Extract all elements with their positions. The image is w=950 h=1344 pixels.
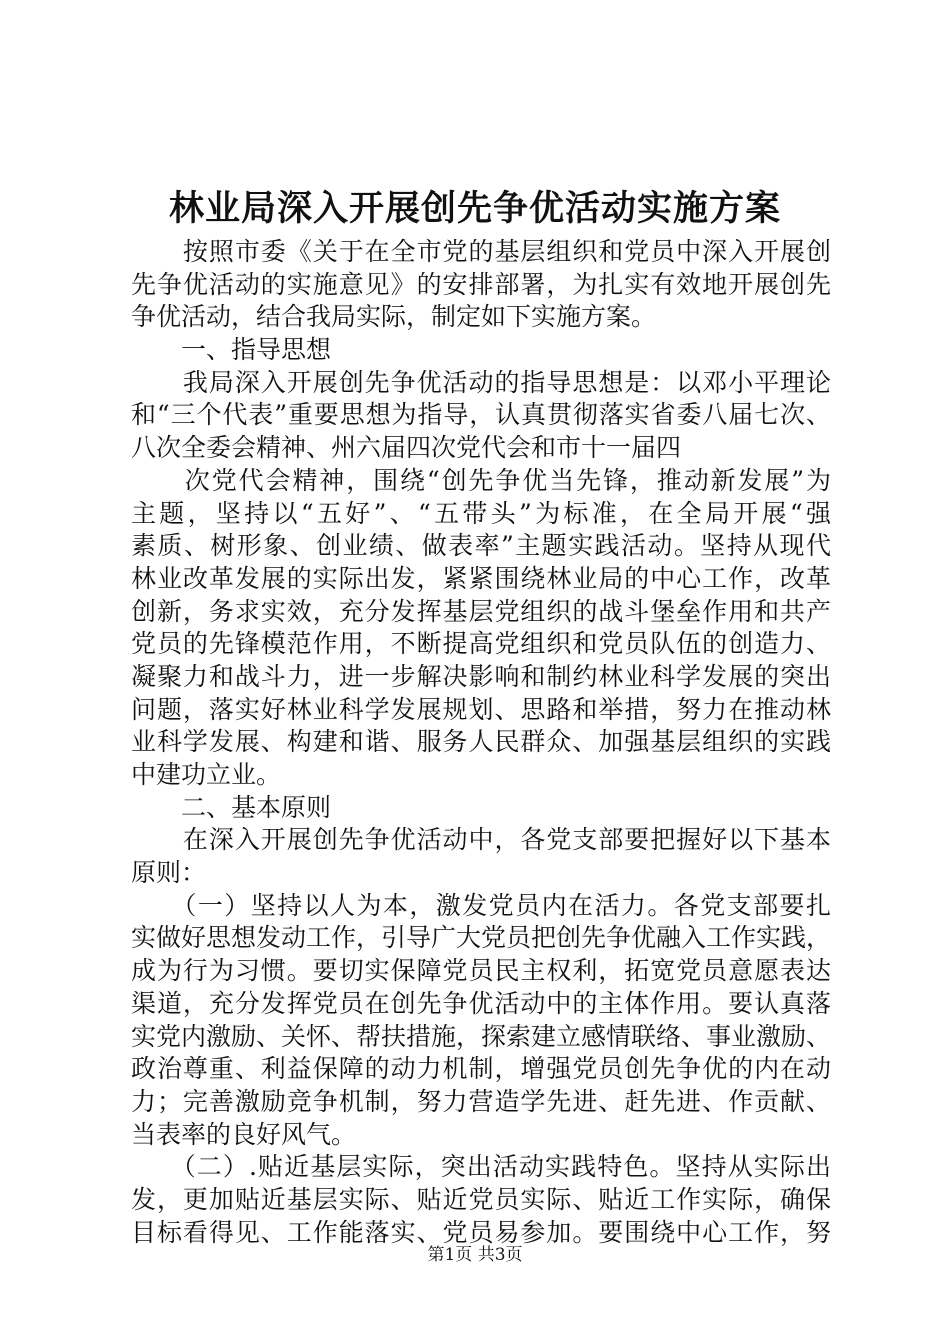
text-line: （一）坚持以人为本，激发党员内在活力。各党支部要扎 bbox=[131, 890, 831, 920]
text-line: 二、基本原则 bbox=[131, 792, 332, 822]
text-line: 目标看得见、工作能落实、党员易参加。要围绕中心工作，努 bbox=[131, 1217, 831, 1247]
text-line: 实党内激励、关怀、帮扶措施，探索建立感情联络、事业激励、 bbox=[131, 1021, 832, 1051]
text-line: 素质、树形象、创业绩、做表率”主题实践活动。坚持从现代 bbox=[131, 531, 831, 561]
document-body bbox=[131, 236, 831, 1249]
text-line: 主题，坚持以“五好”、“五带头”为标准，在全局开展“强 bbox=[131, 498, 831, 528]
text-line: 争优活动，结合我局实际，制定如下实施方案。 bbox=[131, 302, 657, 332]
text-line: 原则： bbox=[131, 858, 207, 888]
text-line: 和“三个代表”重要思想为指导，认真贯彻落实省委八届七次、 bbox=[131, 400, 831, 430]
text-line: 政治尊重、利益保障的动力机制，增强党员创先争优的内在动 bbox=[131, 1054, 831, 1084]
text-line: 问题，落实好林业科学发展规划、思路和举措，努力在推动林 bbox=[131, 694, 831, 724]
text-line: 渠道，充分发挥党员在创先争优活动中的主体作用。要认真落 bbox=[131, 988, 831, 1018]
text-line: 一、指导思想 bbox=[131, 335, 332, 365]
text-line: 林业改革发展的实际出发，紧紧围绕林业局的中心工作，改革 bbox=[131, 563, 831, 593]
page-footer: 第1页 共3页 bbox=[427, 1245, 523, 1265]
text-line: 成为行为习惯。要切实保障党员民主权利，拓宽党员意愿表达 bbox=[131, 956, 831, 986]
text-line: 先争优活动的实施意见》的安排部署，为扎实有效地开展创先 bbox=[131, 269, 831, 299]
text-line: 凝聚力和战斗力，进一步解决影响和制约林业科学发展的突出 bbox=[131, 661, 831, 691]
text-line: 创新，务求实效，充分发挥基层党组织的战斗堡垒作用和共产 bbox=[131, 596, 831, 626]
text-line: 中建功立业。 bbox=[131, 760, 282, 789]
text-line: 实做好思想发动工作，引导广大党员把创先争优融入工作实践， bbox=[131, 923, 832, 953]
text-line: 八次全委会精神、州六届四次党代会和市十一届四 bbox=[131, 433, 682, 463]
text-line: 当表率的良好风气。 bbox=[131, 1119, 357, 1149]
text-line: 按照市委《关于在全市党的基层组织和党员中深入开展创 bbox=[131, 237, 831, 266]
text-line: 我局深入开展创先争优活动的指导思想是：以邓小平理论 bbox=[131, 367, 831, 397]
text-line: （二）.贴近基层实际，突出活动实践特色。坚持从实际出 bbox=[131, 1152, 831, 1182]
text-line: 党员的先锋模范作用，不断提高党组织和党员队伍的创造力、 bbox=[131, 629, 831, 659]
document-title: 林业局深入开展创先争优活动实施方案 bbox=[168, 188, 781, 229]
text-line: 力；完善激励竞争机制，努力营造学先进、赶先进、作贡献、 bbox=[131, 1086, 831, 1116]
text-line: 业科学发展、构建和谐、服务人民群众、加强基层组织的实践 bbox=[131, 727, 831, 757]
text-line: 次党代会精神，围绕“创先争优当先锋，推动新发展”为 bbox=[131, 465, 831, 495]
text-line: 在深入开展创先争优活动中，各党支部要把握好以下基本 bbox=[131, 825, 831, 855]
text-line: 发，更加贴近基层实际、贴近党员实际、贴近工作实际，确保 bbox=[131, 1184, 831, 1214]
